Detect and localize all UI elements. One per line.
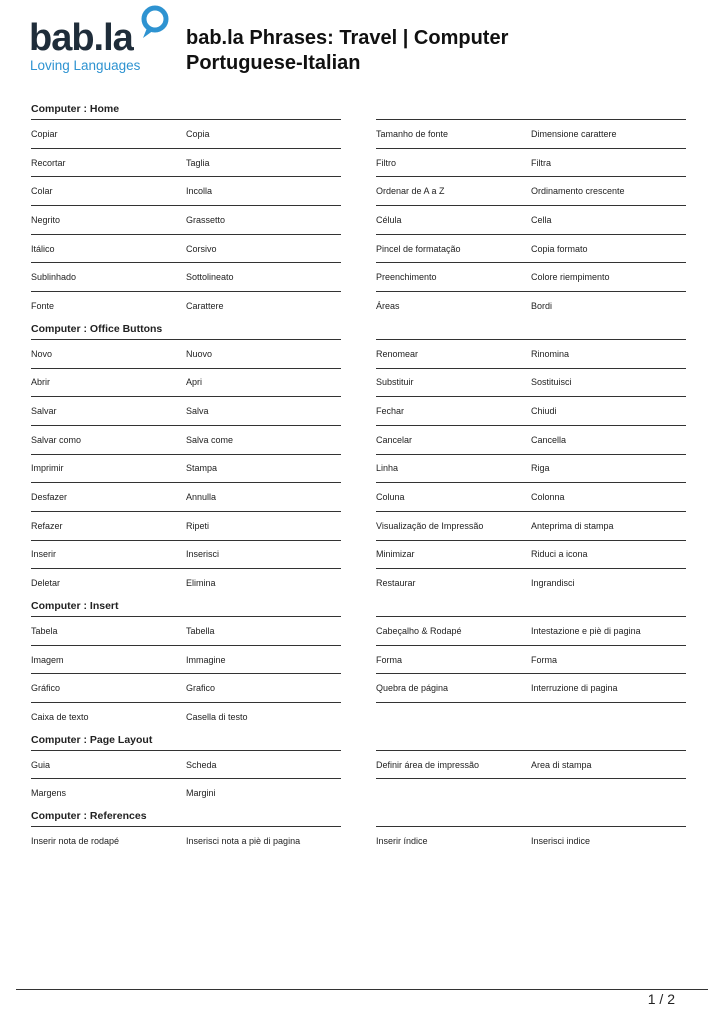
italian-phrase: Dimensione carattere: [531, 128, 617, 139]
portuguese-phrase: Desfazer: [31, 492, 68, 503]
portuguese-phrase: Guia: [31, 759, 51, 770]
portuguese-phrase: Restaurar: [376, 578, 416, 589]
right-column: [376, 616, 686, 731]
left-column: [31, 119, 341, 320]
section-title: Computer : Office Buttons: [31, 322, 163, 335]
italian-phrase: Ingrandisci: [531, 578, 575, 589]
italian-phrase: Tabella: [186, 625, 215, 636]
italian-phrase: Salva: [186, 406, 209, 417]
italian-phrase: Colonna: [531, 492, 565, 503]
italian-phrase: Rinomina: [531, 348, 570, 359]
portuguese-phrase: Itálico: [31, 243, 55, 254]
portuguese-phrase: Deletar: [31, 578, 61, 589]
section-rows: [31, 826, 686, 855]
portuguese-phrase: Preenchimento: [376, 272, 437, 283]
title-line-2: Portuguese-Italian: [186, 52, 361, 74]
italian-phrase: Annulla: [186, 492, 217, 503]
section-title: Computer : Insert: [31, 600, 119, 612]
right-column: [376, 826, 686, 855]
portuguese-phrase: Copiar: [31, 128, 58, 139]
portuguese-phrase: Coluna: [376, 492, 405, 503]
italian-phrase: Stampa: [186, 463, 218, 474]
section: [31, 731, 686, 807]
section-rows: [31, 750, 686, 807]
portuguese-phrase: Minimizar: [376, 549, 415, 560]
italian-phrase: Riga: [531, 463, 550, 474]
italian-phrase: Forma: [531, 654, 558, 665]
section-rows: [31, 616, 686, 731]
phrase-row: [376, 234, 686, 263]
right-column: [376, 339, 686, 597]
portuguese-phrase: Margens: [31, 788, 67, 799]
phrase-row: [376, 673, 686, 702]
portuguese-phrase: Gráfico: [31, 683, 61, 694]
italian-phrase: Nuovo: [186, 348, 213, 359]
portuguese-phrase: Salvar: [31, 406, 57, 417]
italian-phrase: Ripeti: [186, 520, 210, 531]
logo-wordmark: bab.la: [29, 17, 133, 59]
portuguese-phrase: Ordenar de A a Z: [376, 186, 445, 197]
italian-phrase: Grafico: [186, 683, 216, 694]
portuguese-phrase: Sublinhado: [31, 272, 77, 283]
italian-phrase: Sostituisci: [531, 377, 572, 388]
phrase-row: [31, 205, 341, 234]
portuguese-phrase: Novo: [31, 348, 53, 359]
italian-phrase: Salva come: [186, 434, 234, 445]
phrase-row: [31, 368, 341, 397]
right-column: [376, 119, 686, 320]
italian-phrase: Inserisci nota a piè di pagina: [186, 835, 301, 846]
left-column: [31, 616, 341, 731]
portuguese-phrase: Tabela: [31, 625, 58, 636]
italian-phrase: Margini: [186, 788, 216, 799]
italian-phrase: Incolla: [186, 186, 213, 197]
left-column: [31, 750, 341, 807]
phrase-row: [31, 482, 341, 511]
phrase-row: [31, 454, 341, 483]
portuguese-phrase: Pincel de formatação: [376, 243, 461, 254]
phrase-row: [31, 826, 341, 855]
phrase-row: [31, 778, 341, 807]
phrase-row: [31, 119, 341, 148]
phrase-row: [376, 119, 686, 148]
phrase-row: [31, 176, 341, 205]
phrase-row: [31, 396, 341, 425]
portuguese-phrase: Linha: [376, 463, 399, 474]
phrase-row: [376, 425, 686, 454]
portuguese-phrase: Inserir: [31, 549, 57, 560]
portuguese-phrase: Quebra de página: [376, 683, 449, 694]
portuguese-phrase: Caixa de texto: [31, 711, 89, 722]
phrase-row: [31, 339, 341, 368]
italian-phrase: Filtra: [531, 157, 551, 168]
empty-row: [376, 702, 686, 731]
portuguese-phrase: Colar: [31, 186, 53, 197]
italian-phrase: Chiudi: [531, 406, 557, 417]
portuguese-phrase: Fechar: [376, 406, 405, 417]
portuguese-phrase: Inserir índice: [376, 835, 428, 846]
phrase-list: [31, 100, 686, 855]
portuguese-phrase: Cabeçalho & Rodapé: [376, 625, 462, 636]
portuguese-phrase: Negrito: [31, 214, 61, 225]
portuguese-phrase: Filtro: [376, 157, 396, 168]
speech-bubble-icon: [139, 4, 171, 44]
section: [31, 597, 686, 731]
empty-row: [376, 778, 686, 807]
italian-phrase: Sottolineato: [186, 272, 234, 283]
portuguese-phrase: Substituir: [376, 377, 414, 388]
phrase-row: [376, 205, 686, 234]
italian-phrase: Intestazione e piè di pagina: [531, 625, 641, 636]
portuguese-phrase: Fonte: [31, 300, 55, 311]
section: [31, 100, 686, 320]
italian-phrase: Anteprima di stampa: [531, 520, 614, 531]
italian-phrase: Inserisci indice: [531, 835, 591, 846]
italian-phrase: Elimina: [186, 578, 216, 589]
italian-phrase: Casella di testo: [186, 711, 248, 722]
logo-tagline: Loving Languages: [30, 58, 141, 73]
phrase-row: [31, 540, 341, 569]
title-line-1: bab.la Phrases: Travel | Computer: [186, 27, 509, 49]
page-number: 1 / 2: [647, 991, 675, 1007]
section-title: Computer : Home: [31, 103, 120, 115]
phrase-row: [376, 826, 686, 855]
phrase-row: [376, 511, 686, 540]
section: [31, 320, 686, 597]
section-title: Computer : Page Layout: [31, 733, 153, 746]
phrase-row: [31, 425, 341, 454]
italian-phrase: Area di stampa: [531, 759, 592, 770]
phrase-row: [376, 454, 686, 483]
phrase-row: [376, 482, 686, 511]
italian-phrase: Apri: [186, 377, 203, 388]
italian-phrase: Carattere: [186, 300, 224, 311]
italian-phrase: Colore riempimento: [531, 272, 610, 283]
babla-logo[interactable]: [29, 4, 174, 74]
portuguese-phrase: Forma: [376, 654, 403, 665]
portuguese-phrase: Refazer: [31, 520, 63, 531]
portuguese-phrase: Inserir nota de rodapé: [31, 835, 120, 846]
phrase-row: [31, 750, 341, 779]
italian-phrase: Cancella: [531, 434, 567, 445]
left-column: [31, 826, 341, 855]
italian-phrase: Grassetto: [186, 214, 226, 225]
right-column: [376, 750, 686, 807]
page-title: [186, 26, 706, 76]
italian-phrase: Ordinamento crescente: [531, 186, 625, 197]
phrase-row: [31, 616, 341, 645]
italian-phrase: Corsivo: [186, 243, 217, 254]
phrase-row: [31, 291, 341, 320]
portuguese-phrase: Visualização de Impressão: [376, 520, 484, 531]
italian-phrase: Copia: [186, 128, 210, 139]
italian-phrase: Cella: [531, 214, 552, 225]
phrase-row: [31, 645, 341, 674]
portuguese-phrase: Definir área de impressão: [376, 759, 480, 770]
portuguese-phrase: Imprimir: [31, 463, 64, 474]
italian-phrase: Copia formato: [531, 243, 588, 254]
italian-phrase: Taglia: [186, 157, 210, 168]
italian-phrase: Inserisci: [186, 549, 220, 560]
phrase-row: [31, 234, 341, 263]
phrase-row: [31, 511, 341, 540]
phrase-row: [31, 673, 341, 702]
phrase-row: [376, 176, 686, 205]
phrase-row: [376, 339, 686, 368]
italian-phrase: Bordi: [531, 300, 553, 311]
portuguese-phrase: Áreas: [376, 300, 400, 311]
page-header: [0, 0, 725, 100]
phrase-row: [376, 616, 686, 645]
phrase-row: [376, 291, 686, 320]
portuguese-phrase: Abrir: [31, 377, 51, 388]
portuguese-phrase: Célula: [376, 214, 402, 225]
footer-divider: [16, 989, 708, 990]
portuguese-phrase: Tamanho de fonte: [376, 128, 449, 139]
section: [31, 807, 686, 855]
portuguese-phrase: Renomear: [376, 348, 419, 359]
phrase-row: [31, 568, 341, 597]
phrase-row: [376, 148, 686, 177]
phrase-row: [376, 568, 686, 597]
left-column: [31, 339, 341, 597]
phrase-row: [376, 645, 686, 674]
portuguese-phrase: Salvar como: [31, 434, 82, 445]
section-rows: [31, 119, 686, 320]
phrase-row: [376, 396, 686, 425]
section-title: Computer : References: [31, 810, 147, 823]
italian-phrase: Interruzione di pagina: [531, 683, 618, 694]
phrase-row: [31, 148, 341, 177]
italian-phrase: Immagine: [186, 654, 226, 665]
portuguese-phrase: Recortar: [31, 157, 66, 168]
portuguese-phrase: Cancelar: [376, 434, 413, 445]
phrase-row: [31, 702, 341, 731]
phrase-row: [376, 750, 686, 779]
phrase-row: [31, 262, 341, 291]
italian-phrase: Riduci a icona: [531, 549, 588, 560]
phrase-row: [376, 368, 686, 397]
italian-phrase: Scheda: [186, 759, 217, 770]
phrase-row: [376, 540, 686, 569]
portuguese-phrase: Imagem: [31, 654, 64, 665]
section-rows: [31, 339, 686, 597]
phrase-row: [376, 262, 686, 291]
